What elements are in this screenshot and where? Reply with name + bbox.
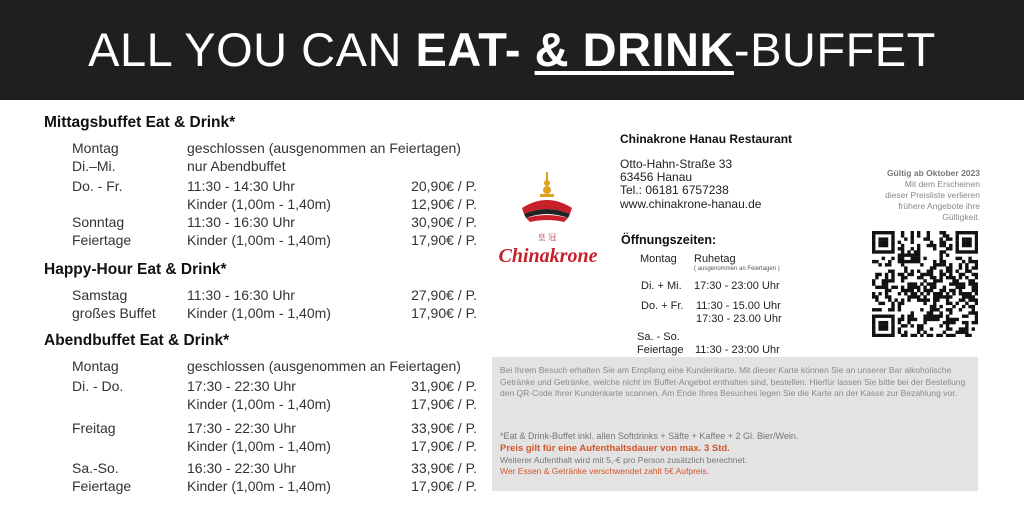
price-row-price: 17,90€ / P. bbox=[411, 478, 477, 494]
price-row-price: 17,90€ / P. bbox=[411, 396, 477, 412]
happy-hour-heading: Happy-Hour Eat & Drink* bbox=[44, 261, 227, 278]
price-row-day: Freitag bbox=[72, 420, 116, 436]
customer-card-info: Bei Ihrem Besuch erhalten Sie am Empfang eine Kundenkarte. Mit dieser Karte können Sie an unserer Bar alkoholische Getränke und Getränke, welche nicht im Buffet-Angebot enthalten sind, bestellen. Hierfür lassen Sie bitte bei der Bestellung den QR-Code Ihrer Kundenkarte scannen. Am Ende Ihres Besuches legen Sie die Karte an der Kasse zur Bezahlung vor. bbox=[500, 365, 966, 398]
hours-ruhetag: Ruhetag bbox=[694, 253, 736, 265]
price-row-price: 31,90€ / P. bbox=[411, 378, 477, 394]
price-row-day: Samstag bbox=[72, 287, 128, 303]
validity-line: frühere Angebote ihre bbox=[898, 201, 980, 211]
validity-title: Gültig ab Oktober 2023 bbox=[886, 168, 980, 178]
price-row-price: 20,90€ / P. bbox=[411, 178, 477, 194]
price-row-price: 17,90€ / P. bbox=[411, 438, 477, 454]
price-row-price: 12,90€ / P. bbox=[411, 196, 477, 212]
price-row-time: Kinder (1,00m - 1,40m) bbox=[187, 438, 331, 454]
price-row-day: großes Buffet bbox=[72, 305, 156, 321]
price-row-day: Feiertage bbox=[72, 478, 132, 494]
price-row-time: 17:30 - 22:30 Uhr bbox=[187, 378, 296, 394]
address-street: Otto-Hahn-Straße 33 bbox=[620, 157, 733, 171]
hours-time-saso: 11:30 - 23:00 Uhr bbox=[695, 344, 780, 356]
price-row-price: 17,90€ / P. bbox=[411, 232, 477, 248]
price-row-day: Sonntag bbox=[72, 214, 125, 230]
price-row-time: 11:30 - 16:30 Uhr bbox=[187, 214, 295, 230]
price-row-day: Feiertage bbox=[72, 232, 132, 248]
price-row-time: Kinder (1,00m - 1,40m) bbox=[187, 478, 331, 494]
opening-hours-heading: Öffnungszeiten: bbox=[621, 233, 717, 247]
phone-number: Tel.: 06181 6757238 bbox=[620, 183, 729, 197]
price-row-time: geschlossen (ausgenommen an Feiertagen) bbox=[187, 140, 461, 156]
validity-note bbox=[858, 168, 980, 223]
price-row-time: Kinder (1,00m - 1,40m) bbox=[187, 196, 331, 212]
drinks-included-note: *Eat & Drink-Buffet inkl. allen Softdrinks + Säfte + Kaffee + 2 Gl. Bier/Wein. bbox=[500, 431, 799, 441]
restaurant-name: Chinakrone Hanau Restaurant bbox=[620, 132, 793, 146]
price-row-price: 33,90€ / P. bbox=[411, 460, 477, 476]
validity-line: dieser Preisliste verlieren bbox=[885, 190, 980, 200]
price-row-time: geschlossen (ausgenommen an Feiertagen) bbox=[187, 358, 461, 374]
qr-code-icon bbox=[872, 231, 978, 337]
price-row-time: nur Abendbuffet bbox=[187, 158, 286, 174]
price-row-time: Kinder (1,00m - 1,40m) bbox=[187, 396, 331, 412]
hours-time-dofr-1: 11:30 - 15.00 Uhr bbox=[696, 300, 781, 312]
price-row-price: 27,90€ / P. bbox=[411, 287, 477, 303]
logo-name-text: Chinakrone bbox=[498, 245, 598, 267]
price-row-time: 17:30 - 22:30 Uhr bbox=[187, 420, 296, 436]
price-row-price: 33,90€ / P. bbox=[411, 420, 477, 436]
price-row-day: Di.–Mi. bbox=[72, 158, 116, 174]
price-row-price: 30,90€ / P. bbox=[411, 214, 477, 230]
website-link[interactable]: www.chinakrone-hanau.de bbox=[620, 197, 762, 211]
price-row-time: 16:30 - 22:30 Uhr bbox=[187, 460, 296, 476]
page-title: ALL YOU CAN EAT- & DRINK-BUFFET bbox=[88, 23, 936, 76]
qr-code[interactable] bbox=[872, 231, 978, 337]
address-city: 63456 Hanau bbox=[620, 170, 693, 184]
price-row-time: Kinder (1,00m - 1,40m) bbox=[187, 305, 331, 321]
validity-line: Mit dem Erscheinen bbox=[904, 179, 980, 189]
price-row-day: Sa.-So. bbox=[72, 460, 119, 476]
lunch-heading: Mittagsbuffet Eat & Drink* bbox=[44, 114, 236, 131]
hours-day-montag: Montag bbox=[640, 253, 677, 265]
price-row-day: Montag bbox=[72, 358, 119, 374]
duration-note: Preis gilt für eine Aufenthaltsdauer von max. 3 Std. bbox=[500, 443, 730, 454]
extra-charge-note: Weiterer Aufenthalt wird mit 5,-€ pro Person zusätzlich berechnet. bbox=[500, 455, 747, 465]
price-row-day: Di. - Do. bbox=[72, 378, 124, 394]
hours-day-feiertage: Feiertage bbox=[637, 344, 684, 356]
hours-day-dofr: Do. + Fr. bbox=[641, 300, 684, 312]
price-row-price: 17,90€ / P. bbox=[411, 305, 477, 321]
price-row-time: 11:30 - 14:30 Uhr bbox=[187, 178, 295, 194]
price-row-time: Kinder (1,00m - 1,40m) bbox=[187, 232, 331, 248]
hours-time-dimi: 17:30 - 23:00 Uhr bbox=[694, 280, 780, 292]
hours-time-dofr-2: 17:30 - 23.00 Uhr bbox=[696, 313, 782, 325]
header-banner bbox=[0, 0, 1024, 100]
hours-day-dimi: Di. + Mi. bbox=[641, 280, 682, 292]
logo-chinese-text: 皇 冠 bbox=[537, 233, 557, 242]
price-row-time: 11:30 - 16:30 Uhr bbox=[187, 287, 295, 303]
info-box bbox=[492, 357, 978, 491]
validity-line: Gültigkeit. bbox=[942, 212, 980, 222]
dinner-heading: Abendbuffet Eat & Drink* bbox=[44, 332, 230, 349]
chinakrone-logo bbox=[492, 168, 604, 268]
price-row-day: Do. - Fr. bbox=[72, 178, 123, 194]
hours-ruhetag-note: ( ausgenommen an Feiertagen ) bbox=[694, 266, 780, 272]
waste-charge-note: Wer Essen & Getränke verschwendet zahlt 5€ Aufpreis. bbox=[500, 466, 710, 476]
hours-day-saso: Sa. - So. bbox=[637, 331, 680, 343]
price-row-day: Montag bbox=[72, 140, 119, 156]
